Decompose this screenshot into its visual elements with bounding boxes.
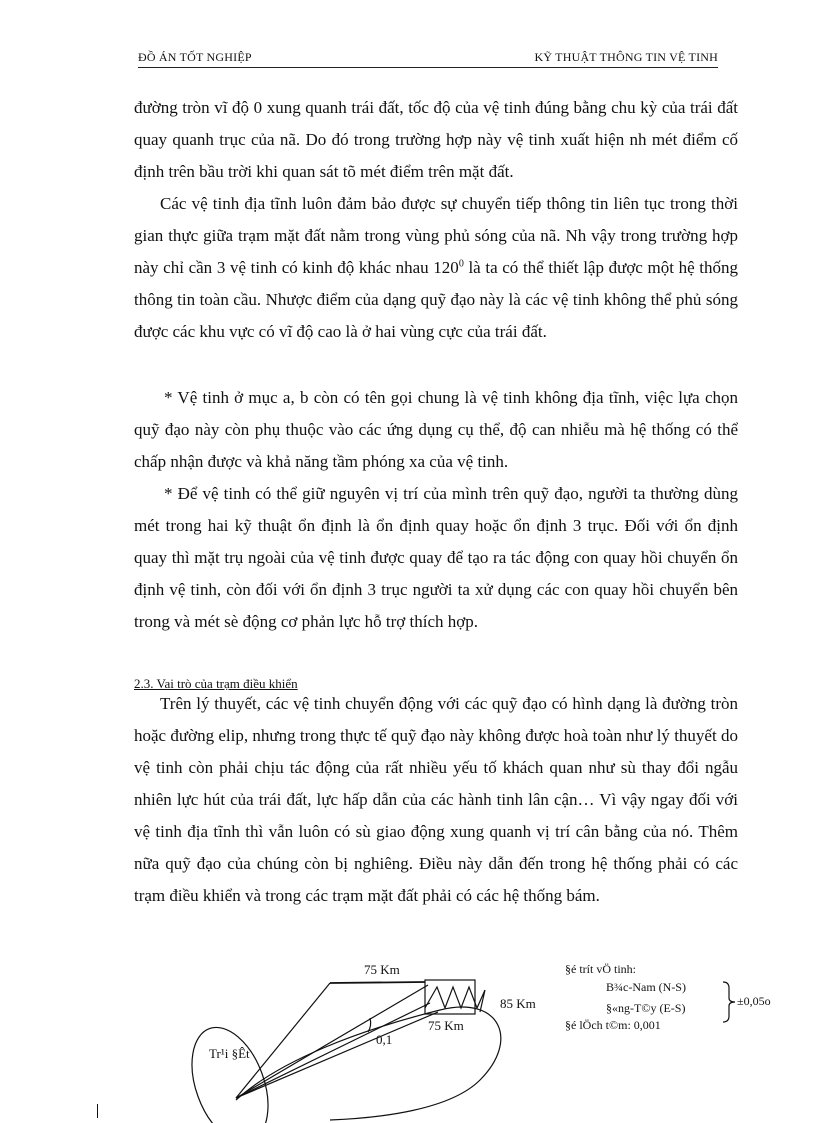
header-right-title: KỸ THUẬT THÔNG TIN VỆ TINH	[534, 50, 718, 64]
paragraph-2-part-a: Các vệ tinh địa tĩnh luôn đảm bảo được sự chuyển tiếp thông tin liên tục trong thời gian thực giữa trạm mặt đất nằm trong vùng phủ sóng của nã. Nh vậy trong trường hợp này chỉ cần 3 vệ tinh có kinh độ khác nhau 120	[134, 194, 738, 277]
label-right-distance: 85 Km	[500, 996, 536, 1011]
line-to-box-top	[236, 985, 428, 1098]
legend-brace	[723, 982, 735, 1022]
header-left-title: ĐỒ ÁN TỐT NGHIỆP	[138, 50, 252, 64]
label-bottom-distance: 75 Km	[428, 1018, 464, 1033]
section-title: 2.3. Vai trò của trạm điều khiển	[134, 676, 298, 691]
earth-ellipse	[178, 1017, 283, 1123]
line-top	[330, 982, 425, 983]
legend-title: §é trít vÖ tinh:	[565, 962, 636, 976]
paragraph-1: đường tròn vĩ độ 0 xung quanh trái đất, tốc độ của vệ tinh đúng bằng chu kỳ của trái đất quay quanh trục của nã. Do đó trong trường hợp này vệ tinh xuất hiện nh mét điểm cố định trên bầu trời khi quan sát tõ mét điểm trên mặt đất.	[134, 98, 738, 181]
line-to-top	[236, 983, 330, 1098]
line-to-box-bottom	[236, 1012, 438, 1098]
legend-tolerance: ±0,05o	[737, 994, 771, 1008]
legend-eccentricity: §é lÖch t©m: 0,001	[565, 1018, 661, 1032]
paragraph-5: Trên lý thuyết, các vệ tinh chuyển động với các quỹ đạo có hình dạng là đường tròn hoặc đường elip, nhưng trong thực tế quỹ đạo này không được hoà toàn như lý thuyết do vệ tinh còn phải chịu tác động của rất nhiều yếu tố khách quan như sù thay đổi ngẫu nhiên lực hút của trái đất, lực hấp dẫn của các hành tinh lân cận… Vì vậy ngay đối với vệ tinh địa tĩnh thì vẫn luôn có sù giao động xung quanh vị trí cân bằng của nó. Thêm nữa quỹ đạo của chúng còn bị nghiêng. Điều này dẫn đến trong hệ thống phải có các trạm điều khiển và trong các trạm mặt đất phải có các hệ thống bám.	[134, 694, 738, 905]
paragraph-3: * Vệ tinh ở mục a, b còn có tên gọi chung là vệ tinh không địa tĩnh, việc lựa chọn quỹ đạo này còn phụ thuộc vào các ứng dụng cụ thể, độ can nhiễu mà hệ thống có thể chấp nhận được và khả năng tầm phóng xa của vệ tinh.	[134, 388, 738, 471]
label-top-distance: 75 Km	[364, 962, 400, 977]
satellite-box	[425, 980, 475, 1014]
paragraph-2-part-b: là ta có thể thiết lập được một hệ thống thông tin toàn cầu. Nhược điểm của dạng quỹ đạo này là các vệ tinh không thể phủ sóng được các khu vực có vĩ độ cao là ở hai vùng cực của trái đất.	[134, 258, 738, 341]
paragraph-4: * Để vệ tinh có thể giữ nguyên vị trí của mình trên quỹ đạo, người ta thường dùng mét trong hai kỹ thuật ổn định là ổn định quay hoặc ổn định 3 trục. Đối với ổn định quay thì mặt trụ ngoài của vệ tinh được quay để tạo ra tác động con quay hồi chuyển ổn định vệ tinh, còn đối với ổn định 3 trục người ta xử dụng các con quay hồi chuyển bên trong và mét sè động cơ phản lực hỗ trợ thích hợp.	[134, 484, 738, 631]
degree-superscript: 0	[458, 258, 464, 270]
legend-north-south: B¾c-Nam (N-S)	[606, 980, 686, 994]
label-angle: 0,1	[376, 1032, 393, 1047]
line-to-box-mid	[236, 1003, 430, 1098]
text-cursor	[97, 1104, 98, 1118]
legend-east-west: §«ng-T©y (E-S)	[606, 1001, 686, 1015]
label-earth-station: Tr¹i §Êt	[209, 1046, 250, 1061]
